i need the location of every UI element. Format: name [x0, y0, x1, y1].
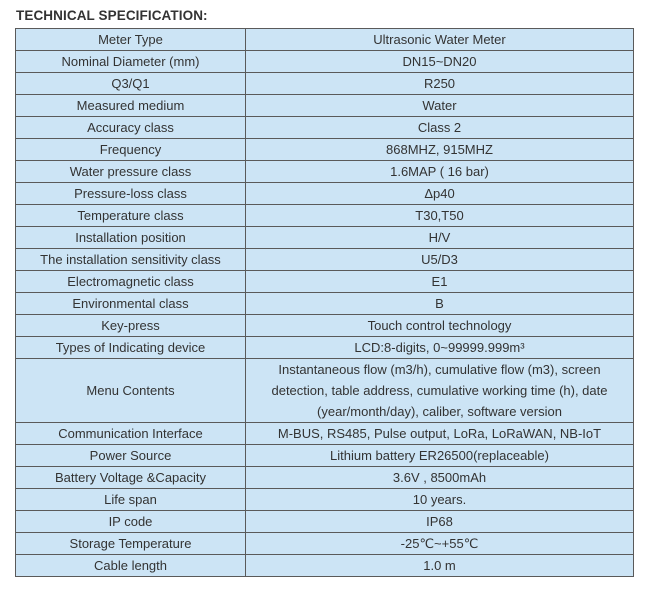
row-value: U5/D3 — [246, 249, 634, 271]
table-row — [16, 161, 634, 183]
row-value: LCD:8-digits, 0~99999.999m³ — [246, 337, 634, 359]
row-value: Water — [246, 95, 634, 117]
row-value: 10 years. — [246, 489, 634, 511]
row-value: Class 2 — [246, 117, 634, 139]
table-row — [16, 467, 634, 489]
row-value: 1.0 m — [246, 555, 634, 577]
spec-heading: TECHNICAL SPECIFICATION: — [16, 8, 208, 23]
table-row — [16, 117, 634, 139]
row-label: Q3/Q1 — [16, 73, 246, 95]
row-label: IP code — [16, 511, 246, 533]
row-label: Menu Contents — [16, 359, 246, 423]
table-row — [16, 73, 634, 95]
row-value: 3.6V , 8500mAh — [246, 467, 634, 489]
table-row — [16, 293, 634, 315]
table-row — [16, 337, 634, 359]
table-row — [16, 511, 634, 533]
row-value: Instantaneous flow (m3/h), cumulative flow (m3), screen detection, table address, cumulative working time (h), date (year/month/day), caliber, software version — [246, 359, 634, 423]
spec-table — [15, 28, 634, 577]
table-row — [16, 227, 634, 249]
table-row — [16, 359, 634, 423]
row-value: Ultrasonic Water Meter — [246, 29, 634, 51]
row-label: Frequency — [16, 139, 246, 161]
row-value: IP68 — [246, 511, 634, 533]
row-label: Installation position — [16, 227, 246, 249]
row-label: Life span — [16, 489, 246, 511]
row-label: Types of Indicating device — [16, 337, 246, 359]
table-row — [16, 51, 634, 73]
row-label: Battery Voltage &Capacity — [16, 467, 246, 489]
row-label: Environmental class — [16, 293, 246, 315]
table-row — [16, 95, 634, 117]
row-value: 868MHZ, 915MHZ — [246, 139, 634, 161]
row-label: Measured medium — [16, 95, 246, 117]
row-label: Communication Interface — [16, 423, 246, 445]
table-row — [16, 489, 634, 511]
row-value: -25℃~+55℃ — [246, 533, 634, 555]
row-value: DN15~DN20 — [246, 51, 634, 73]
table-row — [16, 249, 634, 271]
table-row — [16, 315, 634, 337]
table-row — [16, 205, 634, 227]
row-value: 1.6MAP ( 16 bar) — [246, 161, 634, 183]
row-value: M-BUS, RS485, Pulse output, LoRa, LoRaWAN, NB-IoT — [246, 423, 634, 445]
row-label: Power Source — [16, 445, 246, 467]
row-label: The installation sensitivity class — [16, 249, 246, 271]
row-value: T30,T50 — [246, 205, 634, 227]
table-row — [16, 29, 634, 51]
row-label: Pressure-loss class — [16, 183, 246, 205]
row-value: Lithium battery ER26500(replaceable) — [246, 445, 634, 467]
row-label: Key-press — [16, 315, 246, 337]
row-value: H/V — [246, 227, 634, 249]
table-row — [16, 555, 634, 577]
table-row — [16, 183, 634, 205]
row-label: Nominal Diameter (mm) — [16, 51, 246, 73]
row-label: Storage Temperature — [16, 533, 246, 555]
table-row — [16, 139, 634, 161]
row-label: Accuracy class — [16, 117, 246, 139]
row-label: Meter Type — [16, 29, 246, 51]
row-value: E1 — [246, 271, 634, 293]
row-value: R250 — [246, 73, 634, 95]
table-row — [16, 271, 634, 293]
table-row — [16, 445, 634, 467]
row-value: Δp40 — [246, 183, 634, 205]
row-label: Electromagnetic class — [16, 271, 246, 293]
row-value: B — [246, 293, 634, 315]
table-row — [16, 533, 634, 555]
row-label: Cable length — [16, 555, 246, 577]
row-label: Water pressure class — [16, 161, 246, 183]
row-label: Temperature class — [16, 205, 246, 227]
row-value: Touch control technology — [246, 315, 634, 337]
table-row — [16, 423, 634, 445]
